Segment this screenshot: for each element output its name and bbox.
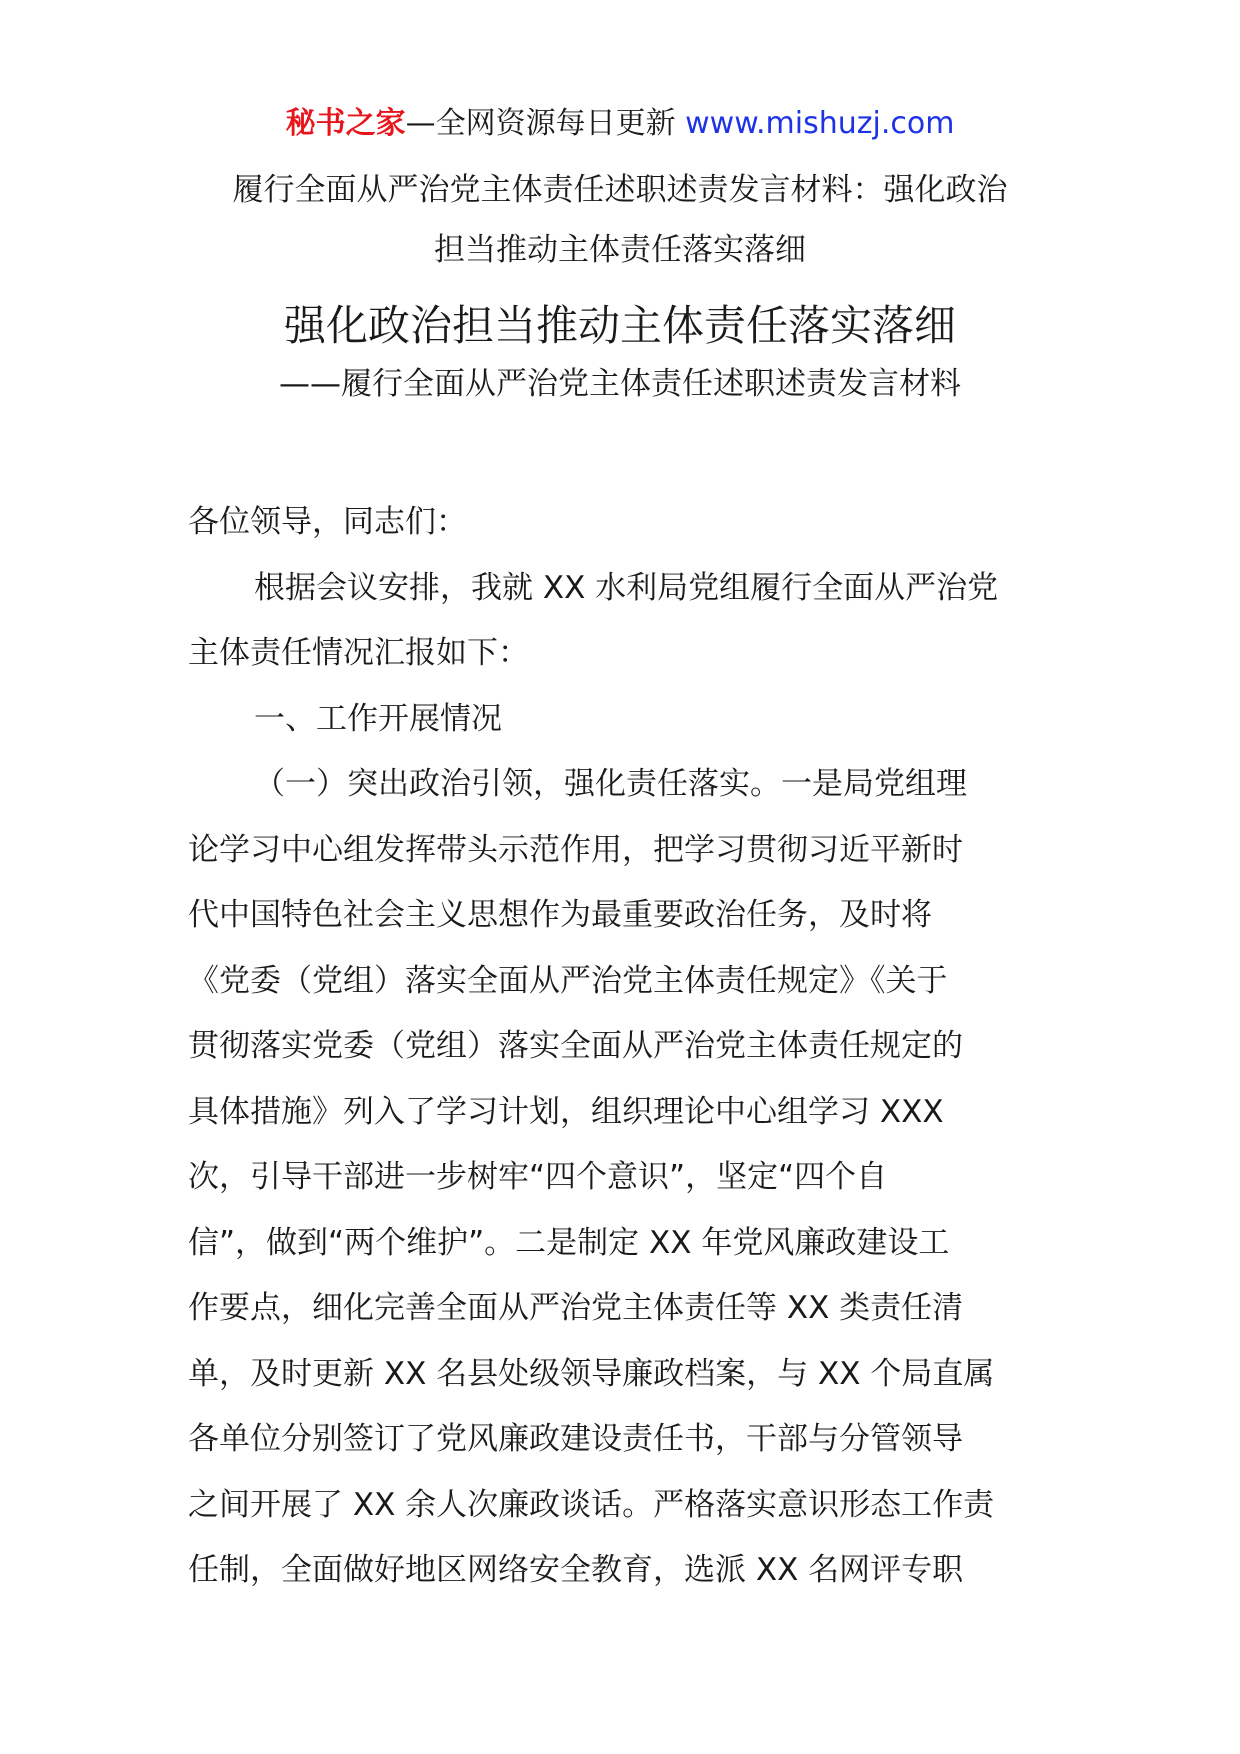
paragraph-line: 主体责任情况汇报如下：	[188, 635, 529, 671]
paragraph-line: 信”，做到“两个维护”。二是制定 XX 年党风廉政建设工	[188, 1224, 950, 1261]
site-header	[0, 100, 1240, 148]
document-title-line-2: 担当推动主体责任落实落细	[434, 232, 806, 268]
document-title-line-1: 履行全面从严治党主体责任述职述责发言材料：强化政治	[232, 172, 1008, 208]
paragraph-line: 代中国特色社会主义思想作为最重要政治任务，及时将	[188, 897, 932, 933]
body-text	[188, 490, 1058, 1604]
section-heading: 一、工作开展情况	[254, 700, 502, 737]
paragraph-line: 根据会议安排，我就 XX 水利局党组履行全面从严治党	[254, 569, 999, 606]
main-heading: 强化政治担当推动主体责任落实落细	[283, 301, 956, 350]
paragraph-line: 各单位分别签订了党风廉政建设责任书，干部与分管领导	[188, 1421, 963, 1457]
site-url-link[interactable]: www.mishuzj.com	[685, 106, 955, 141]
paragraph-line: 次，引导干部进一步树牢“四个意识”，坚定“四个自	[188, 1159, 888, 1195]
paragraph-line: （一）突出政治引领，强化责任落实。一是局党组理	[254, 766, 967, 802]
paragraph-line: 论学习中心组发挥带头示范作用，把学习贯彻习近平新时	[188, 831, 963, 868]
document-title	[160, 160, 1080, 280]
brand-name: 秘书之家	[285, 106, 406, 141]
salutation: 各位领导，同志们：	[188, 504, 467, 540]
paragraph-line: 贯彻落实党委（党组）落实全面从严治党主体责任规定的	[188, 1028, 963, 1064]
sub-heading: ——履行全面从严治党主体责任述职述责发言材料	[279, 366, 961, 402]
paragraph-line: 之间开展了 XX 余人次廉政谈话。严格落实意识形态工作责	[188, 1486, 995, 1523]
paragraph-line: 《党委（党组）落实全面从严治党主体责任规定》《关于	[188, 962, 948, 999]
site-tagline: —全网资源每日更新	[405, 106, 686, 141]
paragraph-line: 单，及时更新 XX 名县处级领导廉政档案，与 XX 个局直属	[188, 1355, 995, 1392]
paragraph-line: 作要点，细化完善全面从严治党主体责任等 XX 类责任清	[188, 1290, 964, 1326]
paragraph-line: 具体措施》列入了学习计划，组织理论中心组学习 XXX	[188, 1093, 944, 1130]
paragraph-line: 任制，全面做好地区网络安全教育，选派 XX 名网评专职	[188, 1552, 964, 1588]
